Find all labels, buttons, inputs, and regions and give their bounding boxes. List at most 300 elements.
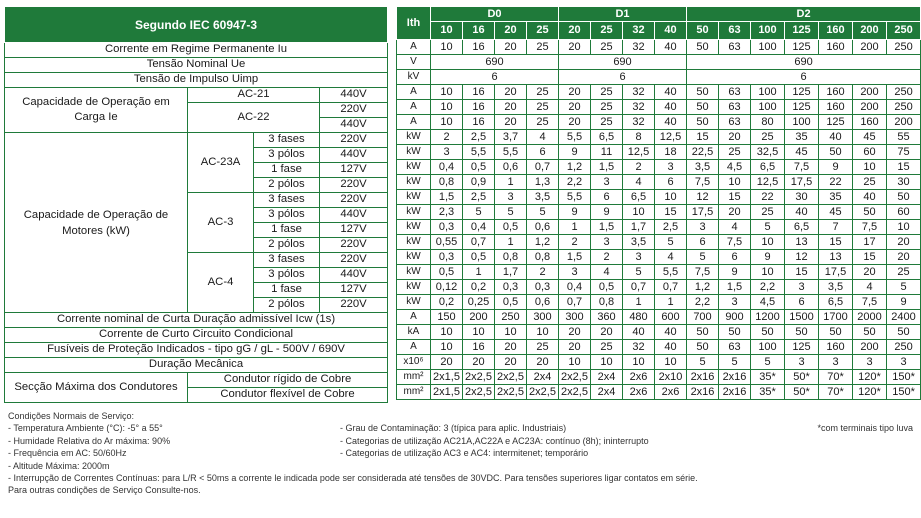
value-cell: 20 — [495, 355, 527, 370]
value-cell: 0,6 — [495, 160, 527, 175]
value-cell: 25 — [751, 205, 785, 220]
value-cell: 3 — [655, 160, 687, 175]
value-cell: 0,25 — [463, 295, 495, 310]
value-cell: 1,2 — [559, 160, 591, 175]
value-cell: 17,5 — [819, 265, 853, 280]
size-group-header: D2 — [687, 7, 921, 22]
value-cell: 7,5 — [853, 220, 887, 235]
value-cell: 2 — [527, 265, 559, 280]
value-cell: 0,6 — [527, 220, 559, 235]
value-cell: 0,4 — [463, 220, 495, 235]
note-temperature: - Temperatura Ambiente (°C): -5° a 55° — [8, 423, 163, 434]
ac23a-label: AC-23A — [188, 133, 254, 193]
value-cell: 160 — [819, 340, 853, 355]
size-header: 40 — [655, 22, 687, 40]
value-cell: 40 — [819, 130, 853, 145]
value-cell: 32 — [623, 40, 655, 55]
value-cell: 20 — [495, 115, 527, 130]
value-cell: 300 — [527, 310, 559, 325]
value-cell: 360 — [591, 310, 623, 325]
value-cell: 13 — [819, 250, 853, 265]
unit-cell: kW — [397, 265, 431, 280]
value-cell: 0,3 — [495, 280, 527, 295]
value-cell: 70* — [819, 370, 853, 385]
unit-cell: kW — [397, 190, 431, 205]
value-cell: 160 — [819, 85, 853, 100]
value-cell: 50* — [785, 385, 819, 400]
value-cell: 1 — [495, 235, 527, 250]
value-cell: 50 — [819, 145, 853, 160]
value-cell: 200 — [853, 340, 887, 355]
value-cell: 2,3 — [431, 205, 463, 220]
value-cell: 25 — [527, 40, 559, 55]
value-cell: 2 — [559, 235, 591, 250]
unit-cell: A — [397, 40, 431, 55]
value-cell: 160 — [819, 100, 853, 115]
value-cell: 1,3 — [527, 175, 559, 190]
value-cell: 11 — [591, 145, 623, 160]
value-cell: 2,5 — [463, 190, 495, 205]
value-cell: 5 — [751, 220, 785, 235]
value-cell: 20 — [591, 325, 623, 340]
value-cell: 0,12 — [431, 280, 463, 295]
value-cell: 6 — [785, 295, 819, 310]
value-cell: 22 — [819, 175, 853, 190]
ith-header: Ith — [397, 7, 431, 40]
config-cell: 1 fase — [254, 283, 320, 298]
value-cell: 40 — [655, 40, 687, 55]
unit-cell: kW — [397, 205, 431, 220]
value-cell: 5 — [687, 355, 719, 370]
value-cell: 50 — [785, 325, 819, 340]
value-cell: 9 — [591, 205, 623, 220]
config-cell: 2 pólos — [254, 178, 320, 193]
value-cell: 32 — [623, 115, 655, 130]
value-cell: 1700 — [819, 310, 853, 325]
value-cell: 5 — [655, 235, 687, 250]
value-cell: 150 — [431, 310, 463, 325]
value-cell: 1,5 — [591, 220, 623, 235]
value-cell: 120* — [853, 370, 887, 385]
value-cell: 3,5 — [687, 160, 719, 175]
value-cell: 25 — [527, 340, 559, 355]
value-cell: 2x10 — [655, 370, 687, 385]
value-cell: 20 — [559, 340, 591, 355]
value-cell: 25 — [591, 85, 623, 100]
value-cell: 25 — [591, 115, 623, 130]
value-cell: 100 — [785, 115, 819, 130]
value-cell: 16 — [463, 100, 495, 115]
table-row — [397, 145, 921, 160]
value-cell: 20 — [495, 40, 527, 55]
value-cell: 600 — [655, 310, 687, 325]
ac21-label: AC-21 — [188, 88, 320, 103]
value-cell: 250 — [887, 85, 921, 100]
value-cell: 16 — [463, 115, 495, 130]
unit-cell: kW — [397, 160, 431, 175]
value-cell: 100 — [751, 85, 785, 100]
value-cell: 3 — [431, 145, 463, 160]
value-cell: 2x4 — [527, 370, 559, 385]
config-cell: 3 fases — [254, 133, 320, 148]
table-row — [397, 40, 921, 55]
value-cell: 690 — [687, 55, 921, 70]
value-cell: 20 — [463, 355, 495, 370]
value-cell: 125 — [819, 115, 853, 130]
value-cell: 2,5 — [655, 220, 687, 235]
value-cell: 6,5 — [751, 160, 785, 175]
value-cell: 32 — [623, 85, 655, 100]
value-cell: 12 — [687, 190, 719, 205]
voltage-cell: 440V — [320, 118, 388, 133]
value-cell: 10 — [655, 190, 687, 205]
value-cell: 5 — [751, 355, 785, 370]
table-row — [397, 220, 921, 235]
note-category-intermittent: - Categorias de utilização AC3 e AC4: intermitenet; temporário — [340, 448, 589, 459]
value-cell: 6,5 — [819, 295, 853, 310]
value-cell: 2x16 — [687, 370, 719, 385]
value-cell: 50 — [687, 340, 719, 355]
table-row — [397, 385, 921, 400]
value-cell: 17,5 — [785, 175, 819, 190]
value-cell: 0,7 — [559, 295, 591, 310]
value-cell: 2x16 — [719, 370, 751, 385]
value-cell: 0,5 — [591, 280, 623, 295]
table-row — [397, 115, 921, 130]
row-label-fuses: Fusíveis de Proteção Indicados - tipo gG / gL - 500V / 690V — [5, 343, 388, 358]
value-cell: 5 — [623, 265, 655, 280]
table-row — [397, 325, 921, 340]
value-cell: 0,4 — [559, 280, 591, 295]
voltage-cell: 440V — [320, 208, 388, 223]
unit-cell: A — [397, 340, 431, 355]
value-cell: 10 — [431, 340, 463, 355]
value-cell: 63 — [719, 340, 751, 355]
value-cell: 700 — [687, 310, 719, 325]
unit-cell: A — [397, 115, 431, 130]
value-cell: 9 — [819, 160, 853, 175]
value-cell: 10 — [559, 355, 591, 370]
ac3-label: AC-3 — [188, 193, 254, 253]
value-cell: 1,2 — [687, 280, 719, 295]
table-row — [397, 190, 921, 205]
value-cell: 1,2 — [527, 235, 559, 250]
value-cell: 100 — [751, 40, 785, 55]
value-cell: 2x4 — [591, 385, 623, 400]
value-cell: 160 — [853, 115, 887, 130]
value-cell: 15 — [853, 250, 887, 265]
size-header: 200 — [853, 22, 887, 40]
unit-cell: kW — [397, 235, 431, 250]
value-cell: 120* — [853, 385, 887, 400]
value-cell: 50 — [719, 325, 751, 340]
row-label-load-capacity: Capacidade de Operação em Carga Ie — [5, 88, 188, 133]
value-cell: 9 — [719, 265, 751, 280]
value-cell: 125 — [785, 100, 819, 115]
unit-cell: V — [397, 55, 431, 70]
config-cell: 3 pólos — [254, 208, 320, 223]
config-cell: 2 pólos — [254, 238, 320, 253]
ac4-label: AC-4 — [188, 253, 254, 313]
value-cell: 40 — [785, 205, 819, 220]
row-label-mechanical-life: Duração Mecânica — [5, 358, 388, 373]
row-label-conditional-short-circuit: Corrente de Curto Circuito Condicional — [5, 328, 388, 343]
value-cell: 0,2 — [431, 295, 463, 310]
value-cell: 25 — [591, 100, 623, 115]
value-cell: 1 — [623, 295, 655, 310]
value-cell: 50 — [887, 325, 921, 340]
value-cell: 0,8 — [527, 250, 559, 265]
value-cell: 50 — [687, 115, 719, 130]
voltage-cell: 220V — [320, 103, 388, 118]
value-cell: 3 — [495, 190, 527, 205]
value-cell: 4,5 — [719, 160, 751, 175]
value-cell: 18 — [655, 145, 687, 160]
table-row — [397, 295, 921, 310]
value-cell: 2x6 — [623, 370, 655, 385]
value-cell: 2,5 — [463, 130, 495, 145]
value-cell: 9 — [559, 145, 591, 160]
voltage-cell: 440V — [320, 148, 388, 163]
value-cell: 25 — [591, 40, 623, 55]
value-cell: 20 — [559, 85, 591, 100]
row-label-conductor-section: Secção Máxima dos Condutores — [5, 373, 188, 403]
value-cell: 10 — [431, 325, 463, 340]
value-cell: 9 — [887, 295, 921, 310]
value-cell: 63 — [719, 40, 751, 55]
value-cell: 50 — [687, 100, 719, 115]
value-cell: 3 — [819, 355, 853, 370]
value-cell: 2x6 — [623, 385, 655, 400]
value-cell: 10 — [431, 85, 463, 100]
value-cell: 0,3 — [527, 280, 559, 295]
unit-cell: kW — [397, 295, 431, 310]
table-row — [397, 310, 921, 325]
value-cell: 50 — [751, 325, 785, 340]
value-cell: 0,6 — [527, 295, 559, 310]
row-label-impulse-voltage: Tensão de Impulso Uimp — [5, 73, 388, 88]
value-cell: 3 — [591, 175, 623, 190]
note-category-continuous: - Categorias de utilização AC21A,AC22A e AC23A: contínuo (8h); ininterrupto — [340, 435, 649, 446]
value-cell: 5 — [463, 205, 495, 220]
value-cell: 40 — [655, 325, 687, 340]
value-cell: 6 — [559, 70, 687, 85]
unit-cell: A — [397, 310, 431, 325]
value-cell: 40 — [655, 115, 687, 130]
value-cell: 17 — [853, 235, 887, 250]
value-cell: 3 — [623, 250, 655, 265]
table-row — [397, 100, 921, 115]
value-cell: 75 — [887, 145, 921, 160]
value-cell: 5,5 — [495, 145, 527, 160]
size-header: 16 — [463, 22, 495, 40]
voltage-cell: 220V — [320, 133, 388, 148]
value-cell: 1500 — [785, 310, 819, 325]
value-cell: 35* — [751, 370, 785, 385]
value-cell: 16 — [463, 40, 495, 55]
value-cell: 1,7 — [495, 265, 527, 280]
value-cell: 20 — [559, 325, 591, 340]
value-cell: 2400 — [887, 310, 921, 325]
row-label-rated-voltage: Tensão Nominal Ue — [5, 58, 388, 73]
voltage-cell: 220V — [320, 193, 388, 208]
table-row — [397, 205, 921, 220]
voltage-cell: 127V — [320, 223, 388, 238]
size-header: 25 — [527, 22, 559, 40]
value-cell: 20 — [495, 85, 527, 100]
note-pollution: - Grau de Contaminação: 3 (típica para aplic. Industriais) — [340, 423, 567, 434]
value-cell: 200 — [853, 40, 887, 55]
value-cell: 2x1,5 — [431, 370, 463, 385]
value-cell: 20 — [719, 205, 751, 220]
value-cell: 16 — [463, 85, 495, 100]
value-cell: 32,5 — [751, 145, 785, 160]
ac22-label: AC-22 — [188, 103, 320, 133]
value-cell: 10 — [719, 175, 751, 190]
value-cell: 15 — [655, 205, 687, 220]
value-cell: 200 — [853, 85, 887, 100]
unit-cell: kA — [397, 325, 431, 340]
voltage-cell: 220V — [320, 298, 388, 313]
value-cell: 7,5 — [687, 265, 719, 280]
value-cell: 1200 — [751, 310, 785, 325]
value-cell: 30 — [887, 175, 921, 190]
table-row — [397, 70, 921, 85]
size-header: 160 — [819, 22, 853, 40]
value-cell: 60 — [853, 145, 887, 160]
footnote-terminals: *com terminais tipo luva — [817, 423, 913, 434]
value-cell: 12,5 — [751, 175, 785, 190]
value-cell: 12,5 — [655, 130, 687, 145]
value-cell: 2 — [591, 250, 623, 265]
value-cell: 22,5 — [687, 145, 719, 160]
row-label-motor-capacity: Capacidade de Operação de Motores (kW) — [5, 133, 188, 313]
unit-cell: kW — [397, 175, 431, 190]
unit-cell: mm² — [397, 385, 431, 400]
value-cell: 2,2 — [687, 295, 719, 310]
value-cell: 20 — [719, 130, 751, 145]
value-cell: 150* — [887, 370, 921, 385]
value-cell: 25 — [751, 130, 785, 145]
value-cell: 25 — [591, 340, 623, 355]
value-cell: 20 — [559, 100, 591, 115]
value-cell: 7,5 — [853, 295, 887, 310]
value-cell: 50 — [887, 190, 921, 205]
value-cell: 6 — [687, 235, 719, 250]
unit-cell: mm² — [397, 370, 431, 385]
row-label-rated-current: Corrente em Regime Permanente Iu — [5, 43, 388, 58]
config-cell: 1 fase — [254, 163, 320, 178]
value-cell: 2x2,5 — [463, 370, 495, 385]
value-cell: 200 — [463, 310, 495, 325]
value-cell: 0,55 — [431, 235, 463, 250]
value-cell: 3,5 — [527, 190, 559, 205]
table-row — [397, 340, 921, 355]
value-cell: 50 — [687, 40, 719, 55]
value-cell: 5 — [887, 280, 921, 295]
value-cell: 5 — [495, 205, 527, 220]
value-cell: 3 — [887, 355, 921, 370]
value-cell: 45 — [785, 145, 819, 160]
value-cell: 0,7 — [463, 235, 495, 250]
table-row — [397, 85, 921, 100]
value-cell: 10 — [527, 325, 559, 340]
row-label-short-time-current: Corrente nominal de Curta Duração admissível Icw (1s) — [5, 313, 388, 328]
note-dc-interruption: - Interrupção de Correntes Contínuas: para L/R < 50ms a corrente le indicada pode ser considerada até tensões de 30VDC. Para tensões superiores ligar contatos em série. — [8, 473, 698, 484]
value-cell: 40 — [853, 190, 887, 205]
notes-heading: Condições Normais de Serviço: — [8, 411, 135, 421]
value-cell: 250 — [495, 310, 527, 325]
value-cell: 3 — [785, 355, 819, 370]
value-cell: 1,5 — [431, 190, 463, 205]
value-cell: 35 — [819, 190, 853, 205]
value-cell: 50 — [853, 205, 887, 220]
value-cell: 20 — [559, 40, 591, 55]
value-cell: 4 — [655, 250, 687, 265]
unit-cell: kW — [397, 250, 431, 265]
value-cell: 2x6 — [655, 385, 687, 400]
value-cell: 4 — [623, 175, 655, 190]
size-header: 50 — [687, 22, 719, 40]
value-cell: 6 — [655, 175, 687, 190]
rigid-conductor-label: Condutor rígido de Cobre — [188, 373, 388, 388]
value-cell: 7,5 — [785, 160, 819, 175]
value-cell: 160 — [819, 40, 853, 55]
value-cell: 200 — [853, 100, 887, 115]
value-cell: 1,5 — [719, 280, 751, 295]
value-cell: 6 — [431, 70, 559, 85]
value-cell: 40 — [623, 325, 655, 340]
value-cell: 5 — [719, 355, 751, 370]
value-cell: 1 — [495, 175, 527, 190]
value-cell: 25 — [719, 145, 751, 160]
size-group-header: D0 — [431, 7, 559, 22]
value-cell: 45 — [819, 205, 853, 220]
specs-label-table — [4, 6, 388, 403]
value-cell: 3,5 — [819, 280, 853, 295]
value-cell: 1,5 — [559, 250, 591, 265]
service-conditions-notes — [8, 410, 913, 515]
value-cell: 2,2 — [559, 175, 591, 190]
value-cell: 6 — [527, 145, 559, 160]
value-cell: 10 — [751, 265, 785, 280]
value-cell: 6,5 — [591, 130, 623, 145]
value-cell: 2 — [623, 160, 655, 175]
size-group-header: D1 — [559, 7, 687, 22]
value-cell: 1 — [559, 220, 591, 235]
value-cell: 25 — [527, 100, 559, 115]
value-cell: 32 — [623, 100, 655, 115]
voltage-cell: 440V — [320, 88, 388, 103]
value-cell: 5,5 — [559, 130, 591, 145]
value-cell: 0,5 — [463, 160, 495, 175]
value-cell: 4 — [591, 265, 623, 280]
value-cell: 55 — [887, 130, 921, 145]
value-cell: 4 — [719, 220, 751, 235]
value-cell: 0,8 — [431, 175, 463, 190]
note-frequency: - Frequência em AC: 50/60Hz — [8, 448, 127, 459]
value-cell: 10 — [623, 355, 655, 370]
value-cell: 0,2 — [463, 280, 495, 295]
value-cell: 20 — [887, 250, 921, 265]
value-cell: 125 — [785, 340, 819, 355]
unit-cell: kW — [397, 145, 431, 160]
value-cell: 70* — [819, 385, 853, 400]
value-cell: 0,9 — [463, 175, 495, 190]
value-cell: 16 — [463, 340, 495, 355]
value-cell: 63 — [719, 100, 751, 115]
config-cell: 3 pólos — [254, 148, 320, 163]
